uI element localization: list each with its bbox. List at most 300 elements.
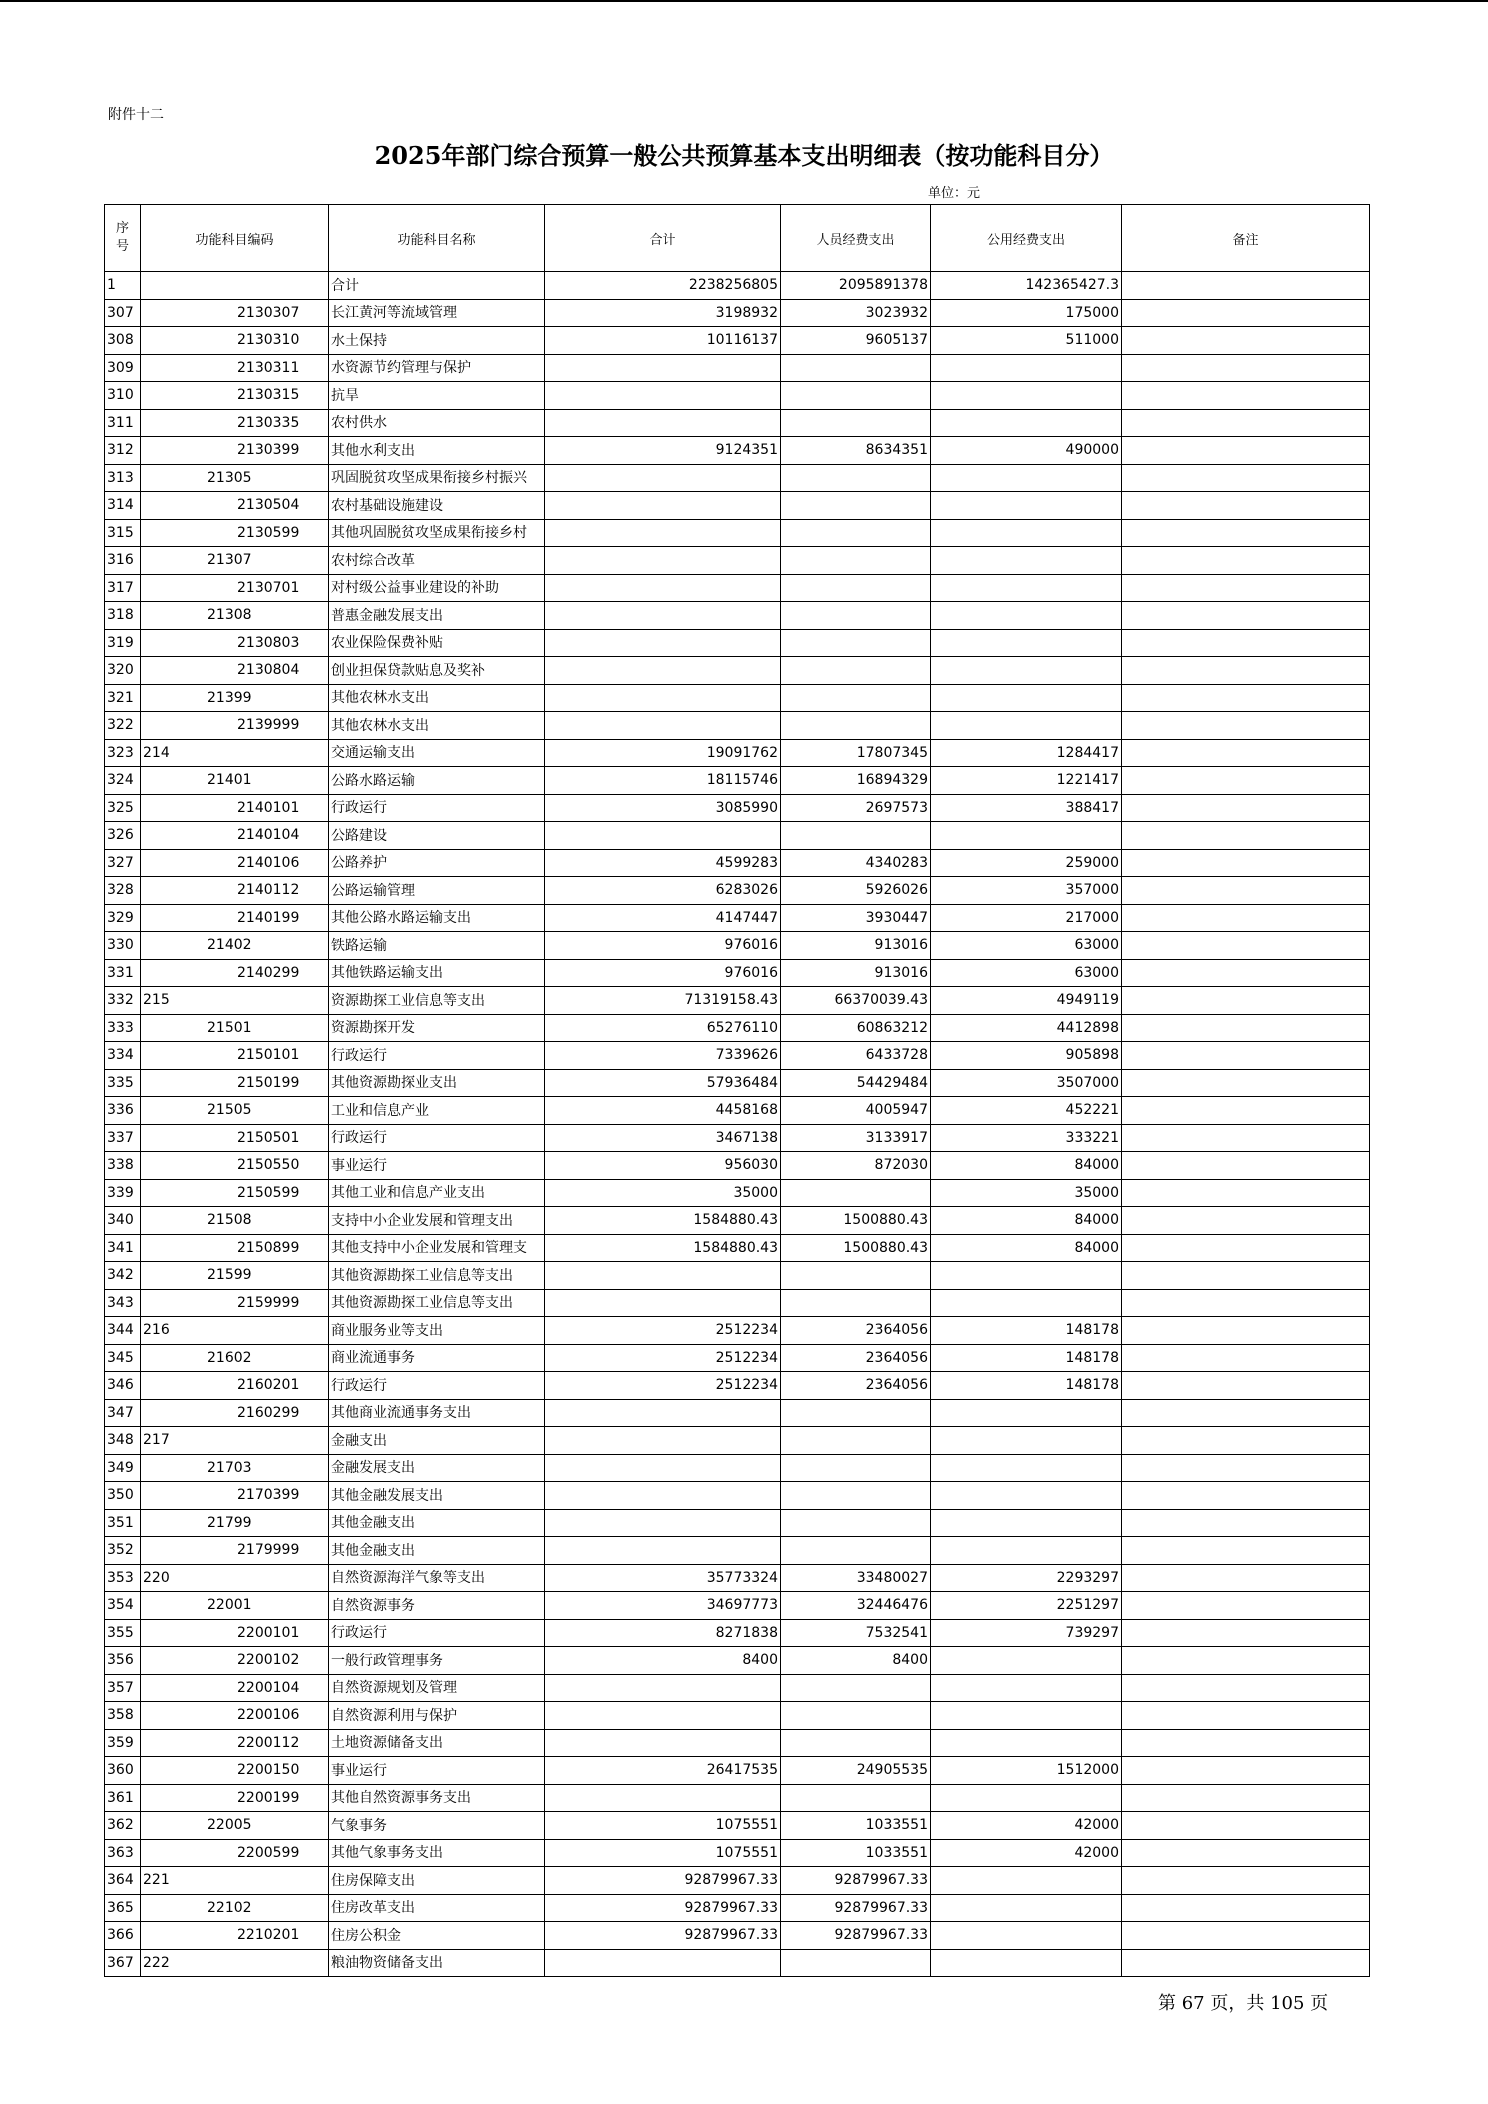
row-public xyxy=(931,354,1122,382)
row-name: 气象事务 xyxy=(329,1812,545,1840)
row-seq: 337 xyxy=(105,1124,141,1152)
row-remark xyxy=(1122,602,1370,630)
row-remark xyxy=(1122,684,1370,712)
row-public xyxy=(931,1949,1122,1977)
row-personnel xyxy=(781,1482,931,1510)
row-code: 21307 xyxy=(141,547,329,575)
row-personnel: 5926026 xyxy=(781,877,931,905)
row-total: 65276110 xyxy=(545,1014,781,1042)
expenditure-table xyxy=(104,204,1370,1977)
row-seq: 344 xyxy=(105,1317,141,1345)
row-seq: 347 xyxy=(105,1399,141,1427)
row-total: 976016 xyxy=(545,959,781,987)
row-personnel: 913016 xyxy=(781,932,931,960)
row-total xyxy=(545,354,781,382)
row-total: 35000 xyxy=(545,1179,781,1207)
row-total xyxy=(545,1537,781,1565)
row-public: 333221 xyxy=(931,1124,1122,1152)
row-name: 其他金融支出 xyxy=(329,1537,545,1565)
table-row xyxy=(105,1152,1370,1180)
table-row xyxy=(105,1014,1370,1042)
row-public xyxy=(931,1674,1122,1702)
row-total: 9124351 xyxy=(545,437,781,465)
row-public: 452221 xyxy=(931,1097,1122,1125)
row-total xyxy=(545,1262,781,1290)
row-total xyxy=(545,1427,781,1455)
table-row xyxy=(105,1537,1370,1565)
row-seq: 364 xyxy=(105,1867,141,1895)
table-row xyxy=(105,1427,1370,1455)
row-total: 1584880.43 xyxy=(545,1234,781,1262)
row-seq: 350 xyxy=(105,1482,141,1510)
row-public: 35000 xyxy=(931,1179,1122,1207)
row-seq: 362 xyxy=(105,1812,141,1840)
row-public: 84000 xyxy=(931,1234,1122,1262)
table-row xyxy=(105,574,1370,602)
row-remark xyxy=(1122,1124,1370,1152)
row-seq: 332 xyxy=(105,987,141,1015)
row-name: 住房公积金 xyxy=(329,1922,545,1950)
row-total: 8400 xyxy=(545,1647,781,1675)
table-row xyxy=(105,1234,1370,1262)
row-code: 2200199 xyxy=(141,1784,329,1812)
row-code: 21599 xyxy=(141,1262,329,1290)
row-total xyxy=(545,574,781,602)
table-body xyxy=(105,272,1370,1977)
table-row xyxy=(105,822,1370,850)
row-name: 农村供水 xyxy=(329,409,545,437)
row-name: 金融发展支出 xyxy=(329,1454,545,1482)
row-name: 事业运行 xyxy=(329,1757,545,1785)
table-row xyxy=(105,1344,1370,1372)
row-public xyxy=(931,712,1122,740)
row-personnel xyxy=(781,354,931,382)
row-total: 1075551 xyxy=(545,1812,781,1840)
row-name: 其他铁路运输支出 xyxy=(329,959,545,987)
row-total xyxy=(545,409,781,437)
row-code: 21308 xyxy=(141,602,329,630)
row-remark xyxy=(1122,877,1370,905)
row-total: 10116137 xyxy=(545,327,781,355)
row-remark xyxy=(1122,1069,1370,1097)
row-seq: 313 xyxy=(105,464,141,492)
row-name: 其他公路水路运输支出 xyxy=(329,904,545,932)
row-total: 57936484 xyxy=(545,1069,781,1097)
row-personnel: 2364056 xyxy=(781,1344,931,1372)
row-seq: 323 xyxy=(105,739,141,767)
row-personnel: 92879967.33 xyxy=(781,1894,931,1922)
row-personnel: 32446476 xyxy=(781,1592,931,1620)
row-personnel xyxy=(781,1262,931,1290)
page-number: 第 67 页，共 105 页 xyxy=(1158,1993,1329,2014)
row-code: 22005 xyxy=(141,1812,329,1840)
row-name: 事业运行 xyxy=(329,1152,545,1180)
row-code: 2150199 xyxy=(141,1069,329,1097)
row-name: 合计 xyxy=(329,272,545,300)
row-remark xyxy=(1122,1042,1370,1070)
row-total xyxy=(545,464,781,492)
row-remark xyxy=(1122,492,1370,520)
row-remark xyxy=(1122,1729,1370,1757)
row-personnel xyxy=(781,1289,931,1317)
table-row xyxy=(105,657,1370,685)
row-name: 金融支出 xyxy=(329,1427,545,1455)
row-name: 其他水利支出 xyxy=(329,437,545,465)
row-seq: 327 xyxy=(105,849,141,877)
row-seq: 321 xyxy=(105,684,141,712)
row-total: 4458168 xyxy=(545,1097,781,1125)
table-row xyxy=(105,739,1370,767)
row-code: 21799 xyxy=(141,1509,329,1537)
row-public xyxy=(931,1729,1122,1757)
row-personnel xyxy=(781,1427,931,1455)
row-remark xyxy=(1122,1234,1370,1262)
row-public: 4949119 xyxy=(931,987,1122,1015)
row-code: 21402 xyxy=(141,932,329,960)
row-name: 其他工业和信息产业支出 xyxy=(329,1179,545,1207)
table-row xyxy=(105,1757,1370,1785)
row-total xyxy=(545,1482,781,1510)
row-name: 对村级公益事业建设的补助 xyxy=(329,574,545,602)
table-row xyxy=(105,849,1370,877)
row-public xyxy=(931,1454,1122,1482)
row-public xyxy=(931,464,1122,492)
row-personnel: 1500880.43 xyxy=(781,1234,931,1262)
row-personnel xyxy=(781,464,931,492)
row-seq: 310 xyxy=(105,382,141,410)
row-code: 21508 xyxy=(141,1207,329,1235)
row-remark xyxy=(1122,1839,1370,1867)
row-total xyxy=(545,1729,781,1757)
row-seq: 346 xyxy=(105,1372,141,1400)
table-row xyxy=(105,1454,1370,1482)
row-personnel xyxy=(781,1949,931,1977)
row-personnel xyxy=(781,382,931,410)
row-total: 3467138 xyxy=(545,1124,781,1152)
row-code: 2200112 xyxy=(141,1729,329,1757)
row-personnel xyxy=(781,519,931,547)
row-personnel xyxy=(781,1729,931,1757)
row-code: 2150101 xyxy=(141,1042,329,1070)
row-total: 34697773 xyxy=(545,1592,781,1620)
row-personnel: 9605137 xyxy=(781,327,931,355)
row-total xyxy=(545,712,781,740)
row-name: 行政运行 xyxy=(329,1124,545,1152)
row-seq: 345 xyxy=(105,1344,141,1372)
row-personnel xyxy=(781,712,931,740)
row-total xyxy=(545,1509,781,1537)
row-seq: 339 xyxy=(105,1179,141,1207)
row-seq: 366 xyxy=(105,1922,141,1950)
row-seq: 315 xyxy=(105,519,141,547)
row-remark xyxy=(1122,272,1370,300)
row-public: 1512000 xyxy=(931,1757,1122,1785)
table-row xyxy=(105,1317,1370,1345)
row-remark xyxy=(1122,904,1370,932)
row-code: 22102 xyxy=(141,1894,329,1922)
row-code: 2200599 xyxy=(141,1839,329,1867)
row-total xyxy=(545,1289,781,1317)
row-name: 公路建设 xyxy=(329,822,545,850)
row-code: 2130701 xyxy=(141,574,329,602)
row-total: 4599283 xyxy=(545,849,781,877)
row-seq: 354 xyxy=(105,1592,141,1620)
row-seq: 367 xyxy=(105,1949,141,1977)
row-public: 84000 xyxy=(931,1152,1122,1180)
row-code: 2200104 xyxy=(141,1674,329,1702)
row-seq: 322 xyxy=(105,712,141,740)
row-remark xyxy=(1122,1702,1370,1730)
row-total xyxy=(545,1454,781,1482)
row-personnel xyxy=(781,1509,931,1537)
row-code: 2130804 xyxy=(141,657,329,685)
table-row xyxy=(105,1949,1370,1977)
table-row xyxy=(105,1647,1370,1675)
row-name: 行政运行 xyxy=(329,794,545,822)
table-row xyxy=(105,1674,1370,1702)
row-total: 1075551 xyxy=(545,1839,781,1867)
row-remark xyxy=(1122,932,1370,960)
row-personnel xyxy=(781,1784,931,1812)
row-public xyxy=(931,1784,1122,1812)
row-name: 铁路运输 xyxy=(329,932,545,960)
row-public: 42000 xyxy=(931,1812,1122,1840)
row-remark xyxy=(1122,1014,1370,1042)
row-total xyxy=(545,519,781,547)
row-name: 粮油物资储备支出 xyxy=(329,1949,545,1977)
row-total: 956030 xyxy=(545,1152,781,1180)
row-personnel: 6433728 xyxy=(781,1042,931,1070)
row-personnel: 7532541 xyxy=(781,1619,931,1647)
header-remark: 备注 xyxy=(1122,205,1370,272)
row-name: 交通运输支出 xyxy=(329,739,545,767)
row-public xyxy=(931,1647,1122,1675)
row-seq: 343 xyxy=(105,1289,141,1317)
table-row xyxy=(105,1619,1370,1647)
row-personnel: 913016 xyxy=(781,959,931,987)
row-remark xyxy=(1122,519,1370,547)
row-public: 84000 xyxy=(931,1207,1122,1235)
row-remark xyxy=(1122,1399,1370,1427)
row-personnel: 2364056 xyxy=(781,1372,931,1400)
row-personnel xyxy=(781,547,931,575)
header-code: 功能科目编码 xyxy=(141,205,329,272)
row-remark xyxy=(1122,1867,1370,1895)
row-seq: 356 xyxy=(105,1647,141,1675)
row-personnel: 66370039.43 xyxy=(781,987,931,1015)
row-total: 976016 xyxy=(545,932,781,960)
row-seq: 334 xyxy=(105,1042,141,1070)
row-name: 其他资源勘探工业信息等支出 xyxy=(329,1289,545,1317)
row-name: 巩固脱贫攻坚成果衔接乡村振兴 xyxy=(329,464,545,492)
row-remark xyxy=(1122,629,1370,657)
row-remark xyxy=(1122,1922,1370,1950)
row-personnel xyxy=(781,684,931,712)
row-public xyxy=(931,1427,1122,1455)
row-seq: 352 xyxy=(105,1537,141,1565)
row-total: 26417535 xyxy=(545,1757,781,1785)
row-code xyxy=(141,272,329,300)
row-total: 2238256805 xyxy=(545,272,781,300)
table-row xyxy=(105,1592,1370,1620)
row-public xyxy=(931,382,1122,410)
table-row xyxy=(105,492,1370,520)
row-name: 农业保险保费补贴 xyxy=(329,629,545,657)
table-row xyxy=(105,1784,1370,1812)
table-row xyxy=(105,1262,1370,1290)
row-total xyxy=(545,602,781,630)
row-public xyxy=(931,1399,1122,1427)
row-total: 7339626 xyxy=(545,1042,781,1070)
row-personnel: 2095891378 xyxy=(781,272,931,300)
row-seq: 324 xyxy=(105,767,141,795)
table-row xyxy=(105,767,1370,795)
row-total xyxy=(545,1949,781,1977)
top-border-line xyxy=(0,0,1488,2)
row-remark xyxy=(1122,1179,1370,1207)
table-row xyxy=(105,272,1370,300)
row-personnel xyxy=(781,1454,931,1482)
row-personnel: 2364056 xyxy=(781,1317,931,1345)
row-public xyxy=(931,1702,1122,1730)
row-name: 一般行政管理事务 xyxy=(329,1647,545,1675)
table-row xyxy=(105,959,1370,987)
row-total xyxy=(545,1702,781,1730)
row-name: 其他支持中小企业发展和管理支 xyxy=(329,1234,545,1262)
attachment-label: 附件十二 xyxy=(108,107,164,123)
row-public: 490000 xyxy=(931,437,1122,465)
table-row xyxy=(105,1179,1370,1207)
row-code: 2160299 xyxy=(141,1399,329,1427)
row-public xyxy=(931,519,1122,547)
row-total xyxy=(545,629,781,657)
row-personnel: 16894329 xyxy=(781,767,931,795)
row-name: 农村基础设施建设 xyxy=(329,492,545,520)
row-seq: 348 xyxy=(105,1427,141,1455)
row-total: 4147447 xyxy=(545,904,781,932)
row-remark xyxy=(1122,739,1370,767)
row-seq: 357 xyxy=(105,1674,141,1702)
row-total xyxy=(545,822,781,850)
row-remark xyxy=(1122,1207,1370,1235)
row-total xyxy=(545,684,781,712)
row-public: 1221417 xyxy=(931,767,1122,795)
row-remark xyxy=(1122,849,1370,877)
row-public xyxy=(931,409,1122,437)
row-seq: 309 xyxy=(105,354,141,382)
row-public xyxy=(931,1509,1122,1537)
row-code: 2130311 xyxy=(141,354,329,382)
row-remark xyxy=(1122,1427,1370,1455)
table-row xyxy=(105,464,1370,492)
row-public: 217000 xyxy=(931,904,1122,932)
row-remark xyxy=(1122,1509,1370,1537)
row-code: 22001 xyxy=(141,1592,329,1620)
table-row xyxy=(105,1839,1370,1867)
row-code: 220 xyxy=(141,1564,329,1592)
table-row xyxy=(105,519,1370,547)
row-seq: 336 xyxy=(105,1097,141,1125)
row-seq: 359 xyxy=(105,1729,141,1757)
row-personnel: 3133917 xyxy=(781,1124,931,1152)
row-seq: 328 xyxy=(105,877,141,905)
table-row xyxy=(105,1069,1370,1097)
table-row xyxy=(105,684,1370,712)
row-seq: 330 xyxy=(105,932,141,960)
row-code: 21602 xyxy=(141,1344,329,1372)
table-row xyxy=(105,1124,1370,1152)
row-name: 自然资源海洋气象等支出 xyxy=(329,1564,545,1592)
table-row xyxy=(105,354,1370,382)
row-total: 35773324 xyxy=(545,1564,781,1592)
row-name: 自然资源规划及管理 xyxy=(329,1674,545,1702)
row-personnel: 17807345 xyxy=(781,739,931,767)
row-code: 217 xyxy=(141,1427,329,1455)
row-total xyxy=(545,382,781,410)
row-seq: 312 xyxy=(105,437,141,465)
row-name: 自然资源利用与保护 xyxy=(329,1702,545,1730)
row-remark xyxy=(1122,1894,1370,1922)
row-total: 71319158.43 xyxy=(545,987,781,1015)
row-public xyxy=(931,684,1122,712)
table-header-row xyxy=(105,205,1370,272)
row-name: 其他资源勘探业支出 xyxy=(329,1069,545,1097)
row-total: 8271838 xyxy=(545,1619,781,1647)
row-personnel: 4005947 xyxy=(781,1097,931,1125)
row-remark xyxy=(1122,437,1370,465)
row-remark xyxy=(1122,1757,1370,1785)
row-public xyxy=(931,1537,1122,1565)
row-remark xyxy=(1122,574,1370,602)
row-personnel: 54429484 xyxy=(781,1069,931,1097)
row-code: 2150550 xyxy=(141,1152,329,1180)
row-public xyxy=(931,602,1122,630)
row-public: 42000 xyxy=(931,1839,1122,1867)
row-name: 公路养护 xyxy=(329,849,545,877)
table-row xyxy=(105,327,1370,355)
table-row xyxy=(105,1399,1370,1427)
table-row xyxy=(105,1894,1370,1922)
row-code: 2130399 xyxy=(141,437,329,465)
row-public: 142365427.3 xyxy=(931,272,1122,300)
table-row xyxy=(105,1482,1370,1510)
row-name: 公路水路运输 xyxy=(329,767,545,795)
row-remark xyxy=(1122,1344,1370,1372)
row-public: 148178 xyxy=(931,1317,1122,1345)
table-row xyxy=(105,794,1370,822)
row-public: 388417 xyxy=(931,794,1122,822)
row-name: 行政运行 xyxy=(329,1619,545,1647)
header-personnel: 人员经费支出 xyxy=(781,205,931,272)
page-title: 2025年部门综合预算一般公共预算基本支出明细表（按功能科目分） xyxy=(374,141,1114,170)
row-code: 2140112 xyxy=(141,877,329,905)
row-name: 水土保持 xyxy=(329,327,545,355)
row-code: 2159999 xyxy=(141,1289,329,1317)
table-row xyxy=(105,932,1370,960)
row-public: 2251297 xyxy=(931,1592,1122,1620)
row-total: 2512234 xyxy=(545,1344,781,1372)
row-seq: 318 xyxy=(105,602,141,630)
row-total: 92879967.33 xyxy=(545,1894,781,1922)
row-code: 2130310 xyxy=(141,327,329,355)
row-seq: 319 xyxy=(105,629,141,657)
table-row xyxy=(105,877,1370,905)
row-total xyxy=(545,547,781,575)
row-public: 63000 xyxy=(931,932,1122,960)
row-remark xyxy=(1122,1454,1370,1482)
table-row xyxy=(105,712,1370,740)
row-total: 18115746 xyxy=(545,767,781,795)
